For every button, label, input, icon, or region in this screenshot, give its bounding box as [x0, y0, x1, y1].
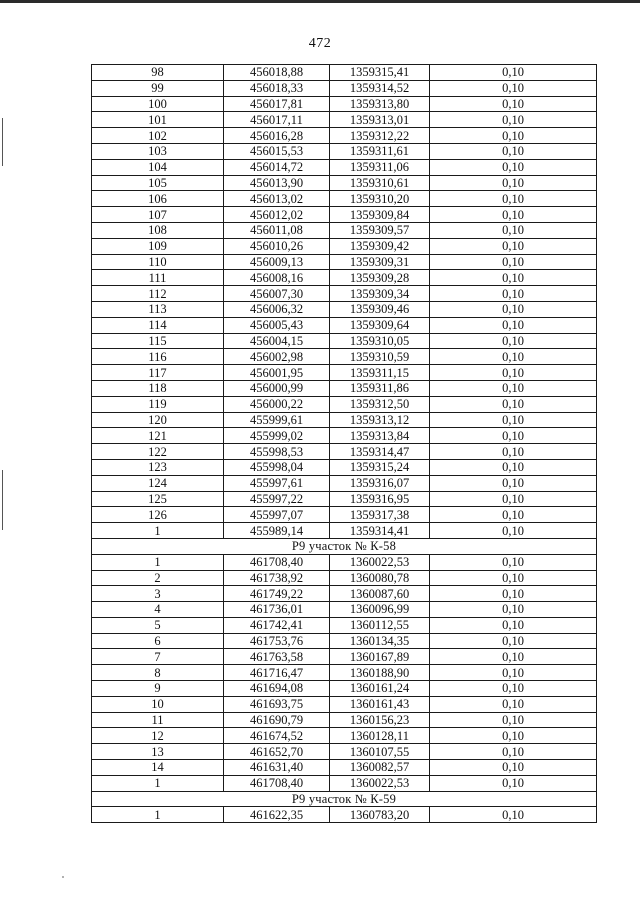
- table-row: [92, 207, 597, 223]
- table-row: [92, 586, 597, 602]
- point-number-cell: 119: [92, 396, 224, 412]
- y-coordinate-cell: 1359309,46: [330, 301, 430, 317]
- accuracy-cell: 0,10: [430, 159, 597, 175]
- table-row: [92, 554, 597, 570]
- x-coordinate-cell: 455989,14: [224, 523, 330, 539]
- point-number-cell: 1: [92, 775, 224, 791]
- y-coordinate-cell: 1360156,23: [330, 712, 430, 728]
- x-coordinate-cell: 455997,61: [224, 475, 330, 491]
- point-number-cell: 14: [92, 760, 224, 776]
- accuracy-cell: 0,10: [430, 444, 597, 460]
- y-coordinate-cell: 1360080,78: [330, 570, 430, 586]
- accuracy-cell: 0,10: [430, 570, 597, 586]
- table-row: [92, 807, 597, 823]
- table-row: [92, 396, 597, 412]
- y-coordinate-cell: 1359316,95: [330, 491, 430, 507]
- page-number: 472: [308, 36, 332, 51]
- accuracy-cell: 0,10: [430, 523, 597, 539]
- point-number-cell: 104: [92, 159, 224, 175]
- y-coordinate-cell: 1360188,90: [330, 665, 430, 681]
- accuracy-cell: 0,10: [430, 175, 597, 191]
- y-coordinate-cell: 1359311,61: [330, 143, 430, 159]
- accuracy-cell: 0,10: [430, 617, 597, 633]
- accuracy-cell: 0,10: [430, 301, 597, 317]
- y-coordinate-cell: 1359316,07: [330, 475, 430, 491]
- table-row: [92, 760, 597, 776]
- x-coordinate-cell: 455998,04: [224, 459, 330, 475]
- x-coordinate-cell: 456006,32: [224, 301, 330, 317]
- y-coordinate-cell: 1359310,20: [330, 191, 430, 207]
- y-coordinate-cell: 1359310,05: [330, 333, 430, 349]
- x-coordinate-cell: 455998,53: [224, 444, 330, 460]
- point-number-cell: 7: [92, 649, 224, 665]
- x-coordinate-cell: 461652,70: [224, 744, 330, 760]
- x-coordinate-cell: 456008,16: [224, 270, 330, 286]
- point-number-cell: 109: [92, 238, 224, 254]
- y-coordinate-cell: 1359317,38: [330, 507, 430, 523]
- x-coordinate-cell: 456005,43: [224, 317, 330, 333]
- accuracy-cell: 0,10: [430, 412, 597, 428]
- accuracy-cell: 0,10: [430, 459, 597, 475]
- section-header-row: [92, 791, 597, 807]
- table-row: [92, 428, 597, 444]
- accuracy-cell: 0,10: [430, 649, 597, 665]
- x-coordinate-cell: 461694,08: [224, 681, 330, 697]
- section-title: Р9 участок № К-59: [92, 791, 597, 807]
- x-coordinate-cell: 461693,75: [224, 696, 330, 712]
- table-row: [92, 523, 597, 539]
- table-row: [92, 617, 597, 633]
- table-row: [92, 80, 597, 96]
- x-coordinate-cell: 456000,99: [224, 380, 330, 396]
- x-coordinate-cell: 461708,40: [224, 775, 330, 791]
- y-coordinate-cell: 1360022,53: [330, 775, 430, 791]
- x-coordinate-cell: 456018,88: [224, 65, 330, 81]
- point-number-cell: 110: [92, 254, 224, 270]
- table-row: [92, 286, 597, 302]
- point-number-cell: 114: [92, 317, 224, 333]
- y-coordinate-cell: 1359310,61: [330, 175, 430, 191]
- x-coordinate-cell: 456014,72: [224, 159, 330, 175]
- x-coordinate-cell: 461742,41: [224, 617, 330, 633]
- x-coordinate-cell: 456012,02: [224, 207, 330, 223]
- point-number-cell: 3: [92, 586, 224, 602]
- table-row: [92, 570, 597, 586]
- point-number-cell: 11: [92, 712, 224, 728]
- accuracy-cell: 0,10: [430, 807, 597, 823]
- accuracy-cell: 0,10: [430, 760, 597, 776]
- x-coordinate-cell: 461622,35: [224, 807, 330, 823]
- table-row: [92, 665, 597, 681]
- point-number-cell: 126: [92, 507, 224, 523]
- accuracy-cell: 0,10: [430, 254, 597, 270]
- accuracy-cell: 0,10: [430, 380, 597, 396]
- table-row: [92, 459, 597, 475]
- y-coordinate-cell: 1359309,34: [330, 286, 430, 302]
- x-coordinate-cell: 456011,08: [224, 222, 330, 238]
- y-coordinate-cell: 1360161,43: [330, 696, 430, 712]
- accuracy-cell: 0,10: [430, 80, 597, 96]
- coordinates-table: [91, 64, 597, 823]
- point-number-cell: 122: [92, 444, 224, 460]
- point-number-cell: 1: [92, 523, 224, 539]
- y-coordinate-cell: 1360082,57: [330, 760, 430, 776]
- y-coordinate-cell: 1359313,80: [330, 96, 430, 112]
- y-coordinate-cell: 1359312,50: [330, 396, 430, 412]
- x-coordinate-cell: 456017,81: [224, 96, 330, 112]
- table-row: [92, 112, 597, 128]
- accuracy-cell: 0,10: [430, 602, 597, 618]
- y-coordinate-cell: 1359314,41: [330, 523, 430, 539]
- accuracy-cell: 0,10: [430, 333, 597, 349]
- y-coordinate-cell: 1359309,57: [330, 222, 430, 238]
- table-row: [92, 65, 597, 81]
- accuracy-cell: 0,10: [430, 554, 597, 570]
- scan-speck: [62, 876, 64, 878]
- x-coordinate-cell: 456002,98: [224, 349, 330, 365]
- point-number-cell: 124: [92, 475, 224, 491]
- y-coordinate-cell: 1359311,06: [330, 159, 430, 175]
- accuracy-cell: 0,10: [430, 207, 597, 223]
- table-row: [92, 238, 597, 254]
- point-number-cell: 111: [92, 270, 224, 286]
- point-number-cell: 103: [92, 143, 224, 159]
- x-coordinate-cell: 456009,13: [224, 254, 330, 270]
- x-coordinate-cell: 461708,40: [224, 554, 330, 570]
- point-number-cell: 12: [92, 728, 224, 744]
- point-number-cell: 1: [92, 554, 224, 570]
- table-row: [92, 159, 597, 175]
- x-coordinate-cell: 456017,11: [224, 112, 330, 128]
- x-coordinate-cell: 456013,90: [224, 175, 330, 191]
- accuracy-cell: 0,10: [430, 128, 597, 144]
- table-row: [92, 712, 597, 728]
- accuracy-cell: 0,10: [430, 222, 597, 238]
- accuracy-cell: 0,10: [430, 586, 597, 602]
- y-coordinate-cell: 1360096,99: [330, 602, 430, 618]
- section-title: Р9 участок № К-58: [92, 538, 597, 554]
- table-row: [92, 491, 597, 507]
- y-coordinate-cell: 1359315,24: [330, 459, 430, 475]
- point-number-cell: 118: [92, 380, 224, 396]
- table-row: [92, 349, 597, 365]
- point-number-cell: 113: [92, 301, 224, 317]
- accuracy-cell: 0,10: [430, 286, 597, 302]
- x-coordinate-cell: 455997,07: [224, 507, 330, 523]
- section-header-row: [92, 538, 597, 554]
- accuracy-cell: 0,10: [430, 681, 597, 697]
- y-coordinate-cell: 1359309,64: [330, 317, 430, 333]
- accuracy-cell: 0,10: [430, 317, 597, 333]
- table-row: [92, 775, 597, 791]
- accuracy-cell: 0,10: [430, 507, 597, 523]
- y-coordinate-cell: 1360134,35: [330, 633, 430, 649]
- x-coordinate-cell: 456015,53: [224, 143, 330, 159]
- y-coordinate-cell: 1359313,84: [330, 428, 430, 444]
- table-row: [92, 681, 597, 697]
- table-row: [92, 254, 597, 270]
- table-row: [92, 633, 597, 649]
- point-number-cell: 1: [92, 807, 224, 823]
- x-coordinate-cell: 461690,79: [224, 712, 330, 728]
- point-number-cell: 10: [92, 696, 224, 712]
- table-row: [92, 333, 597, 349]
- y-coordinate-cell: 1359309,42: [330, 238, 430, 254]
- point-number-cell: 108: [92, 222, 224, 238]
- x-coordinate-cell: 456016,28: [224, 128, 330, 144]
- point-number-cell: 102: [92, 128, 224, 144]
- point-number-cell: 117: [92, 365, 224, 381]
- table-row: [92, 143, 597, 159]
- point-number-cell: 5: [92, 617, 224, 633]
- table-row: [92, 649, 597, 665]
- table-row: [92, 270, 597, 286]
- x-coordinate-cell: 461716,47: [224, 665, 330, 681]
- y-coordinate-cell: 1360161,24: [330, 681, 430, 697]
- accuracy-cell: 0,10: [430, 112, 597, 128]
- point-number-cell: 112: [92, 286, 224, 302]
- scan-left-edge-mark: [2, 118, 3, 166]
- y-coordinate-cell: 1359313,12: [330, 412, 430, 428]
- y-coordinate-cell: 1359314,52: [330, 80, 430, 96]
- accuracy-cell: 0,10: [430, 349, 597, 365]
- accuracy-cell: 0,10: [430, 365, 597, 381]
- x-coordinate-cell: 456004,15: [224, 333, 330, 349]
- x-coordinate-cell: 455999,61: [224, 412, 330, 428]
- point-number-cell: 13: [92, 744, 224, 760]
- y-coordinate-cell: 1359315,41: [330, 65, 430, 81]
- accuracy-cell: 0,10: [430, 696, 597, 712]
- accuracy-cell: 0,10: [430, 396, 597, 412]
- x-coordinate-cell: 456001,95: [224, 365, 330, 381]
- x-coordinate-cell: 461674,52: [224, 728, 330, 744]
- table-row: [92, 412, 597, 428]
- y-coordinate-cell: 1359311,15: [330, 365, 430, 381]
- y-coordinate-cell: 1359314,47: [330, 444, 430, 460]
- accuracy-cell: 0,10: [430, 96, 597, 112]
- scan-left-edge-mark: [2, 470, 3, 530]
- accuracy-cell: 0,10: [430, 65, 597, 81]
- accuracy-cell: 0,10: [430, 238, 597, 254]
- table-row: [92, 191, 597, 207]
- coordinates-table-body: [92, 65, 597, 823]
- accuracy-cell: 0,10: [430, 728, 597, 744]
- point-number-cell: 121: [92, 428, 224, 444]
- y-coordinate-cell: 1360783,20: [330, 807, 430, 823]
- x-coordinate-cell: 456018,33: [224, 80, 330, 96]
- point-number-cell: 106: [92, 191, 224, 207]
- point-number-cell: 105: [92, 175, 224, 191]
- y-coordinate-cell: 1360112,55: [330, 617, 430, 633]
- point-number-cell: 98: [92, 65, 224, 81]
- point-number-cell: 99: [92, 80, 224, 96]
- point-number-cell: 115: [92, 333, 224, 349]
- point-number-cell: 116: [92, 349, 224, 365]
- point-number-cell: 8: [92, 665, 224, 681]
- x-coordinate-cell: 461631,40: [224, 760, 330, 776]
- point-number-cell: 107: [92, 207, 224, 223]
- x-coordinate-cell: 456013,02: [224, 191, 330, 207]
- point-number-cell: 2: [92, 570, 224, 586]
- y-coordinate-cell: 1360022,53: [330, 554, 430, 570]
- y-coordinate-cell: 1360167,89: [330, 649, 430, 665]
- accuracy-cell: 0,10: [430, 744, 597, 760]
- scan-top-edge-line: [0, 0, 640, 3]
- y-coordinate-cell: 1359309,31: [330, 254, 430, 270]
- accuracy-cell: 0,10: [430, 665, 597, 681]
- point-number-cell: 100: [92, 96, 224, 112]
- y-coordinate-cell: 1360128,11: [330, 728, 430, 744]
- x-coordinate-cell: 461736,01: [224, 602, 330, 618]
- accuracy-cell: 0,10: [430, 633, 597, 649]
- point-number-cell: 125: [92, 491, 224, 507]
- point-number-cell: 4: [92, 602, 224, 618]
- y-coordinate-cell: 1359313,01: [330, 112, 430, 128]
- accuracy-cell: 0,10: [430, 270, 597, 286]
- table-row: [92, 301, 597, 317]
- accuracy-cell: 0,10: [430, 712, 597, 728]
- x-coordinate-cell: 461749,22: [224, 586, 330, 602]
- table-row: [92, 175, 597, 191]
- point-number-cell: 101: [92, 112, 224, 128]
- x-coordinate-cell: 456007,30: [224, 286, 330, 302]
- point-number-cell: 120: [92, 412, 224, 428]
- accuracy-cell: 0,10: [430, 775, 597, 791]
- table-row: [92, 602, 597, 618]
- table-row: [92, 222, 597, 238]
- y-coordinate-cell: 1359311,86: [330, 380, 430, 396]
- x-coordinate-cell: 455997,22: [224, 491, 330, 507]
- point-number-cell: 123: [92, 459, 224, 475]
- accuracy-cell: 0,10: [430, 475, 597, 491]
- y-coordinate-cell: 1359310,59: [330, 349, 430, 365]
- y-coordinate-cell: 1359312,22: [330, 128, 430, 144]
- table-row: [92, 696, 597, 712]
- table-row: [92, 317, 597, 333]
- table-row: [92, 728, 597, 744]
- x-coordinate-cell: 461753,76: [224, 633, 330, 649]
- accuracy-cell: 0,10: [430, 428, 597, 444]
- point-number-cell: 6: [92, 633, 224, 649]
- y-coordinate-cell: 1360087,60: [330, 586, 430, 602]
- table-row: [92, 507, 597, 523]
- accuracy-cell: 0,10: [430, 191, 597, 207]
- table-row: [92, 365, 597, 381]
- accuracy-cell: 0,10: [430, 491, 597, 507]
- y-coordinate-cell: 1360107,55: [330, 744, 430, 760]
- table-row: [92, 380, 597, 396]
- table-row: [92, 475, 597, 491]
- y-coordinate-cell: 1359309,28: [330, 270, 430, 286]
- y-coordinate-cell: 1359309,84: [330, 207, 430, 223]
- point-number-cell: 9: [92, 681, 224, 697]
- table-row: [92, 444, 597, 460]
- x-coordinate-cell: 461738,92: [224, 570, 330, 586]
- accuracy-cell: 0,10: [430, 143, 597, 159]
- x-coordinate-cell: 456010,26: [224, 238, 330, 254]
- x-coordinate-cell: 455999,02: [224, 428, 330, 444]
- table-row: [92, 128, 597, 144]
- x-coordinate-cell: 461763,58: [224, 649, 330, 665]
- table-row: [92, 96, 597, 112]
- x-coordinate-cell: 456000,22: [224, 396, 330, 412]
- table-row: [92, 744, 597, 760]
